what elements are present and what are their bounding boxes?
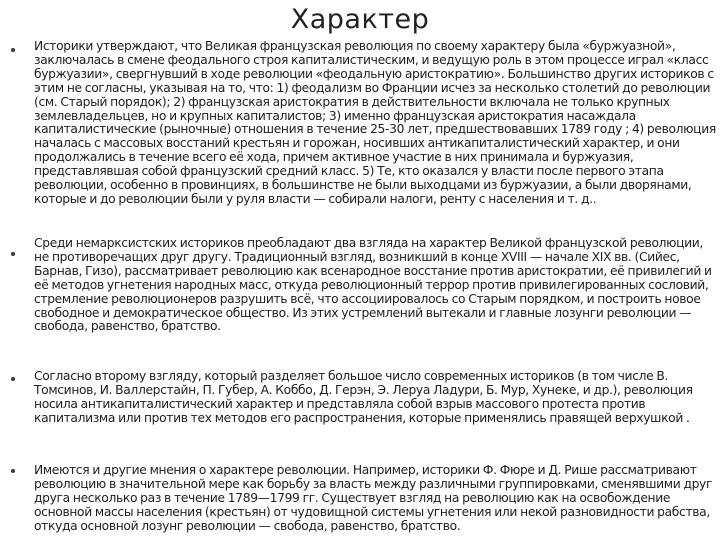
bullet-text: Имеются и другие мнения о характере революции. Например, историки Ф. Фюре и Д. Рише рассматривают революцию в значительной мере как борьбу за власть между различными группировками, сменявшими друг друга несколько раз в течение 1789—1799 гг. Существует взгляд на революцию как на освобождение основной массы населения (крестьян) от чудовищной системы угнетения или некой разновидности рабства, откуда основной лозунг революции — свобода, равенство, братство. — [34, 463, 713, 533]
bullet-dot-icon — [11, 252, 15, 256]
bullet-text: Историки утверждают, что Великая французская революция по своему характеру была «буржуазной», заключалась в смене феодального строя капиталистическим, и ведущую роль в этом процессе играл «класс буржуазии», свергнувший в ходе революции «феодальную аристократию». Большинство других историков с этим не согласны, указывая на то, что: 1) феодализм во Франции исчез за несколько столетий до революции (см. Старый порядок); 2) французская аристократия в действительности включала не только крупных землевладельцев, но и крупных капиталистов; 3) именно французская аристократия насаждала капиталистические (рыночные) отношения в течение 25-30 лет, предшествовавших 1789 году ; 4) революция началась с массовых восстаний крестьян и горожан, носивших антикапиталистический характер, и они продолжались в течение всего её хода, причем активное участие в них принимала и буржуазия, представлявшая собой французский средний класс. 5) Те, кто оказался у власти после первого этапа революции, особенно в провинциях, в большинстве не были выходцами из буржуазии, а были дворянами, которые и до революции были у руля власти — собирали налоги, ренту с населения и т. д.. — [34, 39, 716, 206]
slide-title: Характер — [290, 4, 430, 35]
bullet-dot-icon — [11, 48, 15, 52]
bullet-text: Среди немарксистских историков преобладают два взгляда на характер Великой французской революции, не противоречащих друг другу. Традиционный взгляд, возникший в конце XVIII — начале XIX вв. (Сийес, Барнав, Гизо), рассматривает революцию как всенародное восстание против аристократии, её привилегий и её методов угнетения народных масс, откуда революционный террор против привилегированных сословий, стремление революционеров разрушить всё, что ассоциировалось со Старым порядком, и построить новое свободное и демократическое общество. Из этих устремлений вытекали и главные лозунги революции — свобода, равенство, братство. — [34, 236, 712, 334]
bullet-dot-icon — [11, 377, 15, 381]
bullet-text: Согласно второму взгляду, который разделяет большое число современных историков (в том числе В. Томсинов, И. Валлерстайн, П. Губер, А. Коббо, Д. Герэн, Э. Леруа Ладури, Б. Мур, Хунеке, и др.), революция носила антикапиталистический характер и представляла собой взрыв массового протеста против капитализма или против тех методов его распространения, которые применялись правящей верхушкой . — [34, 369, 693, 425]
bullet-dot-icon — [11, 469, 15, 473]
